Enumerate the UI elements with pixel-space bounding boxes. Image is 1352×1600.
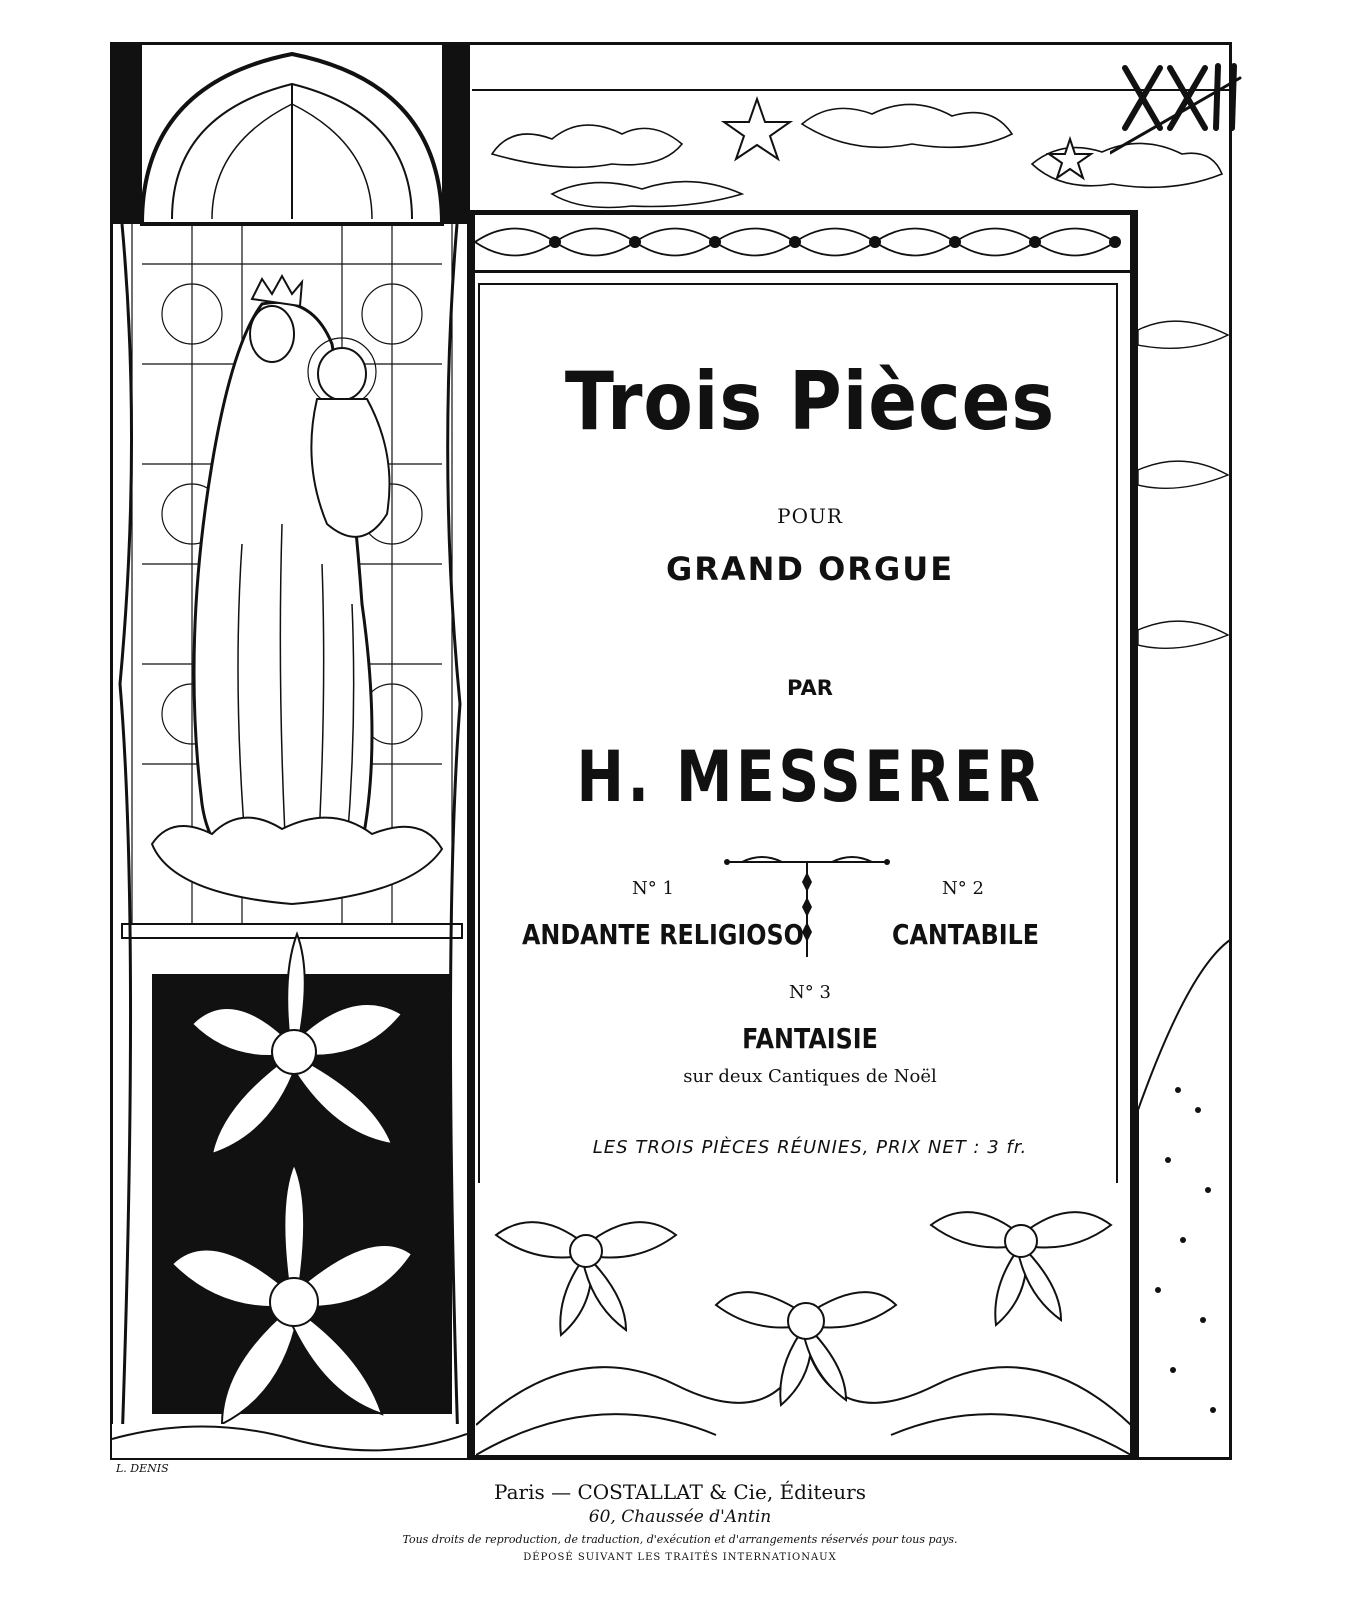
- illustrator-signature: L. DENIS: [116, 1462, 169, 1475]
- passion-flower-garland: [476, 1185, 1131, 1455]
- piece-1-name: ANDANTE RELIGIOSO: [522, 918, 804, 951]
- ornamental-frieze: [475, 215, 1130, 273]
- composer-name: H. MESSERER: [576, 736, 1044, 818]
- piece-1-number: N° 1: [632, 878, 674, 899]
- piece-2-name: CANTABILE: [892, 918, 1040, 951]
- piece-2-number: N° 2: [942, 878, 984, 899]
- piece-3-name: FANTAISIE: [742, 1022, 878, 1055]
- par-label: PAR: [787, 676, 833, 700]
- publisher-address: 60, Chaussée d'Antin: [588, 1507, 772, 1527]
- cover-title: Trois Pièces: [564, 355, 1056, 448]
- price-line: LES TROIS PIÈCES RÉUNIES, PRIX NET : 3 fr.: [592, 1137, 1028, 1158]
- piece-3-subtitle: sur deux Cantiques de Noël: [683, 1066, 937, 1087]
- right-landscape-strip: [1135, 210, 1230, 1458]
- rights-notice: Tous droits de reproduction, de traduction, d'exécution et d'arrangements réservés pour tous pays.: [402, 1533, 958, 1546]
- publisher-line: Paris — COSTALLAT & Cie, Éditeurs: [494, 1480, 866, 1504]
- handwritten-mark: [1110, 58, 1250, 158]
- madonna-illustration: [112, 44, 470, 1458]
- piece-3-number: N° 3: [789, 982, 831, 1003]
- pour-label: POUR: [777, 504, 843, 528]
- instrument-label: GRAND ORGUE: [665, 550, 955, 588]
- deposit-notice: DÉPOSÉ SUIVANT LES TRAITÉS INTERNATIONAUX: [523, 1552, 837, 1563]
